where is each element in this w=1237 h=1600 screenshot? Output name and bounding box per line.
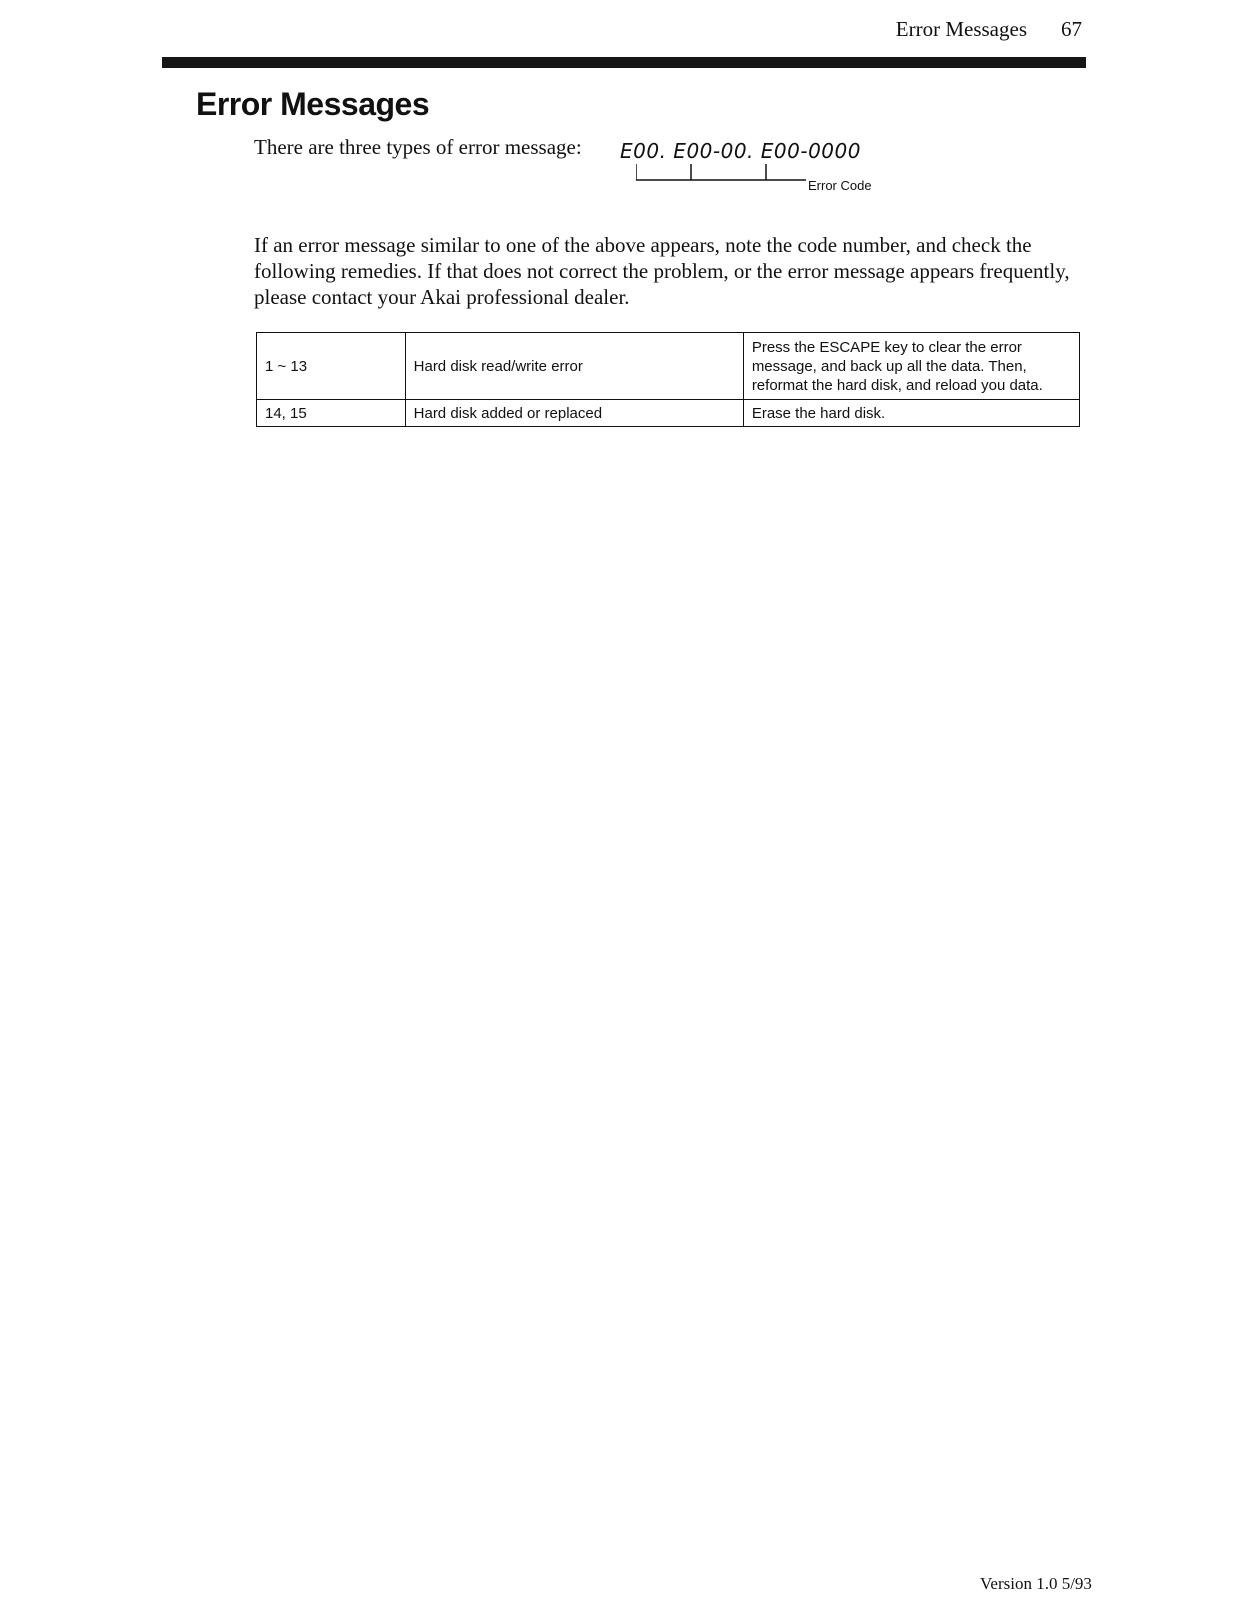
page-title: Error Messages bbox=[196, 86, 430, 122]
error-code-formats: E00. E00-00. E00-0000 bbox=[620, 139, 861, 163]
error-remedy-table bbox=[256, 332, 1080, 427]
problem-cell: Hard disk added or replaced bbox=[405, 400, 743, 427]
intro-text: There are three types of error message: bbox=[254, 135, 582, 159]
header-rule bbox=[162, 57, 1086, 68]
problem-cell: Hard disk read/write error bbox=[405, 333, 743, 400]
running-head-section: Error Messages bbox=[895, 17, 1027, 41]
error-code-label: Error Code bbox=[808, 178, 872, 193]
table-row bbox=[257, 400, 1080, 427]
remedy-cell: Erase the hard disk. bbox=[743, 400, 1079, 427]
error-code-cell: 1 ~ 13 bbox=[257, 333, 406, 400]
error-code-bracket bbox=[636, 164, 806, 188]
remedy-cell: Press the ESCAPE key to clear the error message, and back up all the data. Then, reformat the hard disk, and reload you data. bbox=[743, 333, 1079, 400]
page-number: 67 bbox=[1061, 17, 1082, 41]
error-code-cell: 14, 15 bbox=[257, 400, 406, 427]
running-head bbox=[820, 16, 1082, 42]
table-row bbox=[257, 333, 1080, 400]
version-footer: Version 1.0 5/93 bbox=[980, 1574, 1092, 1593]
instructions-paragraph: If an error message similar to one of the above appears, note the code number, and check the following remedies. If that does not correct the problem, or the error message appears frequently, please contact your Akai professional dealer. bbox=[254, 233, 1070, 309]
